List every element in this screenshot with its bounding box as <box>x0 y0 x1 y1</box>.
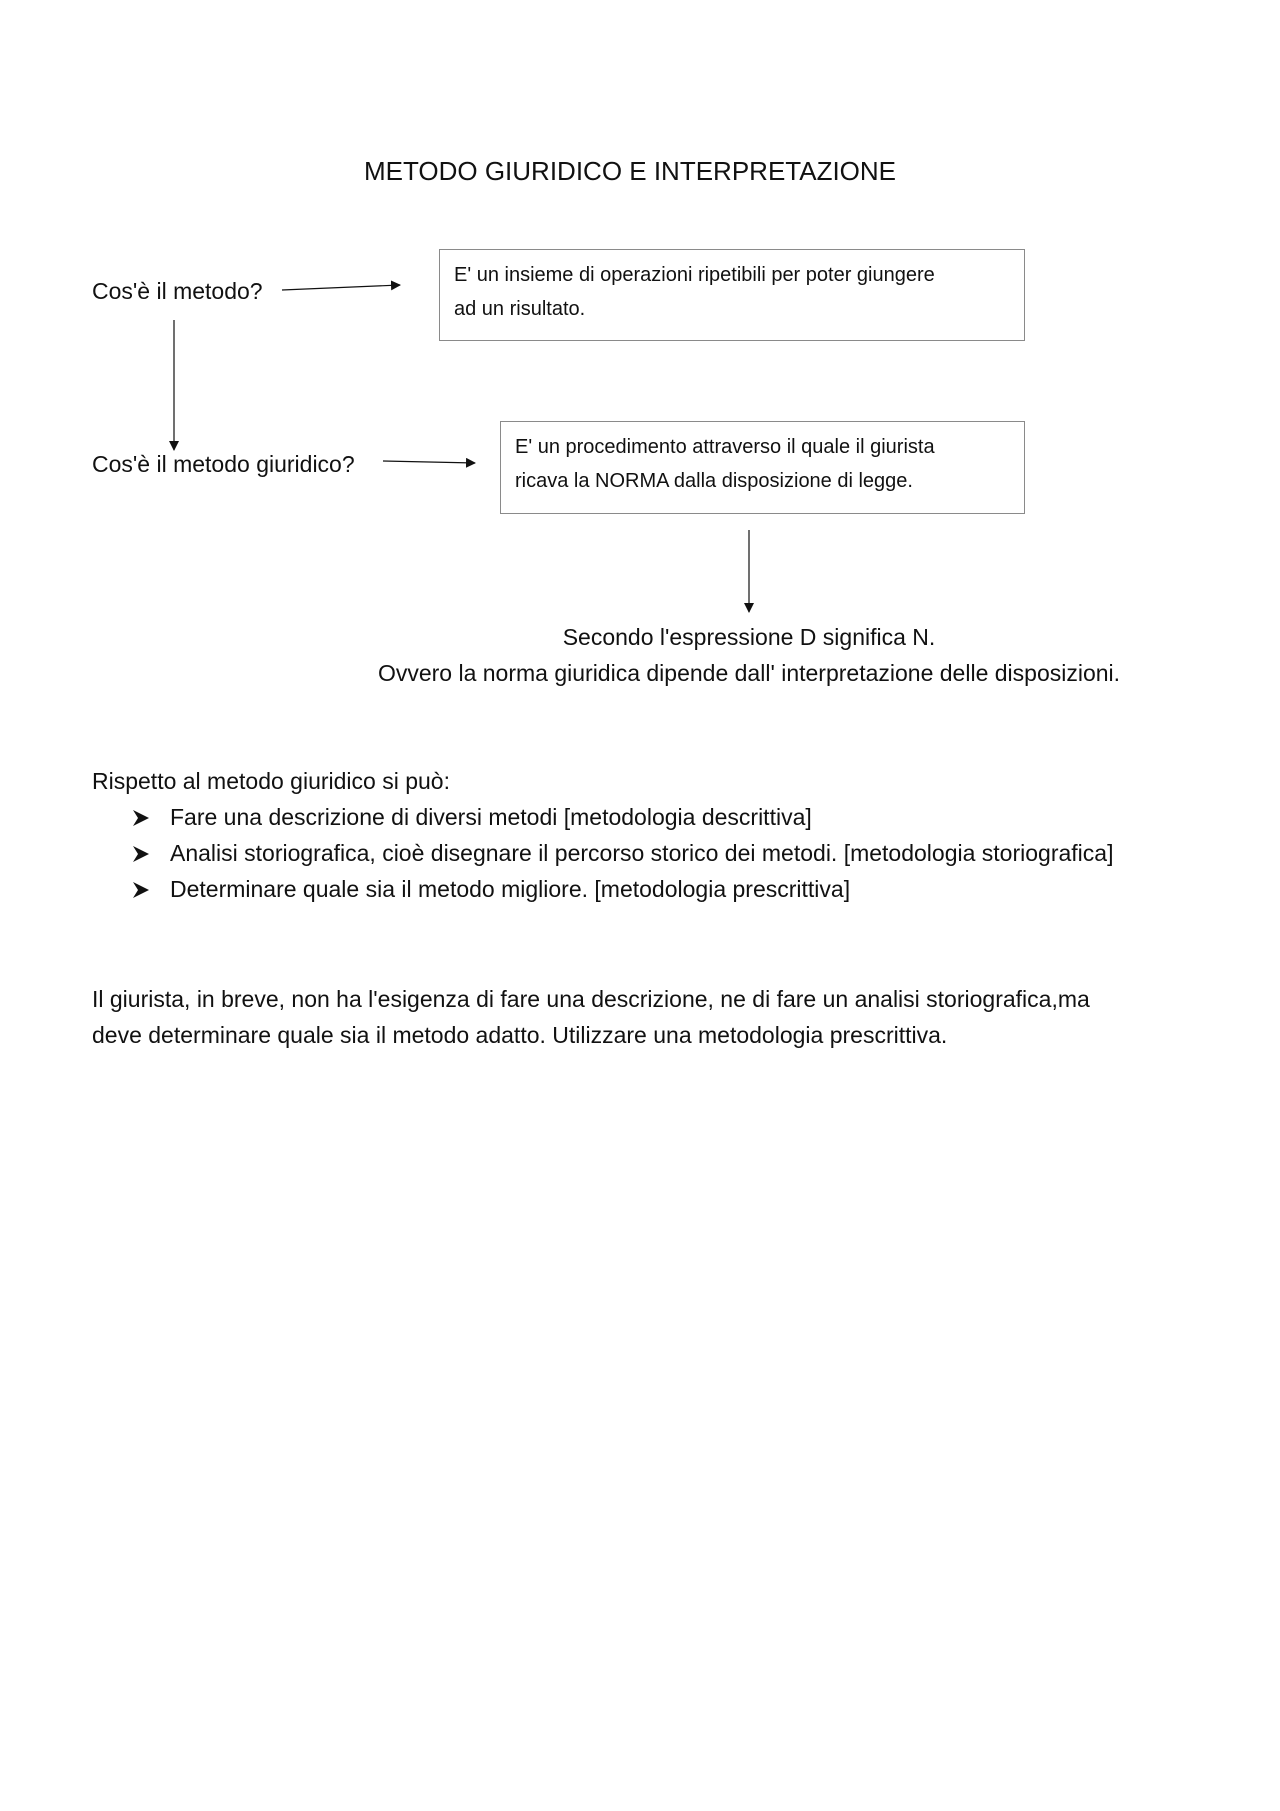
list-intro: Rispetto al metodo giuridico si può: <box>92 768 450 794</box>
question-what-is-method: Cos'è il metodo? <box>92 278 263 304</box>
answer-line: ad un risultato. <box>454 298 586 320</box>
conclusion-line-1: Secondo l'espressione D significa N. <box>562 624 936 650</box>
list-item-text: Determinare quale sia il metodo migliore. [metodologia prescrittiva] <box>170 876 851 902</box>
list-item <box>131 876 1191 912</box>
list-item-text: Fare una descrizione di diversi metodi [metodologia descrittiva] <box>170 804 812 830</box>
conclusion-line-2: Ovvero la norma giuridica dipende dall' interpretazione delle disposizioni. <box>377 660 1121 686</box>
closing-paragraph-line-1: Il giurista, in breve, non ha l'esigenza di fare una descrizione, ne di fare un analisi storiografica,ma <box>92 986 1090 1012</box>
closing-paragraph-line-2: deve determinare quale sia il metodo adatto. Utilizzare una metodologia prescrittiva. <box>92 1022 948 1048</box>
arrow-q1-to-a1 <box>282 285 400 290</box>
answer-line: ricava la NORMA dalla disposizione di legge. <box>515 470 913 492</box>
arrowhead-bullet-icon <box>131 880 151 900</box>
page-title: METODO GIURIDICO E INTERPRETAZIONE <box>363 156 897 186</box>
answer-box-legal-method <box>500 421 1025 514</box>
answer-box-method <box>439 249 1025 341</box>
answer-line: E' un insieme di operazioni ripetibili per poter giungere <box>454 264 935 286</box>
question-what-is-legal-method: Cos'è il metodo giuridico? <box>92 451 355 477</box>
answer-line: E' un procedimento attraverso il quale il giurista <box>515 436 935 458</box>
list-item <box>131 840 1191 876</box>
list-item <box>131 804 1191 840</box>
list-item-text: Analisi storiografica, cioè disegnare il percorso storico dei metodi. [metodologia storiografica] <box>170 840 1114 866</box>
arrowhead-bullet-icon <box>131 844 151 864</box>
arrow-q2-to-a2 <box>383 461 475 463</box>
arrowhead-bullet-icon <box>131 808 151 828</box>
